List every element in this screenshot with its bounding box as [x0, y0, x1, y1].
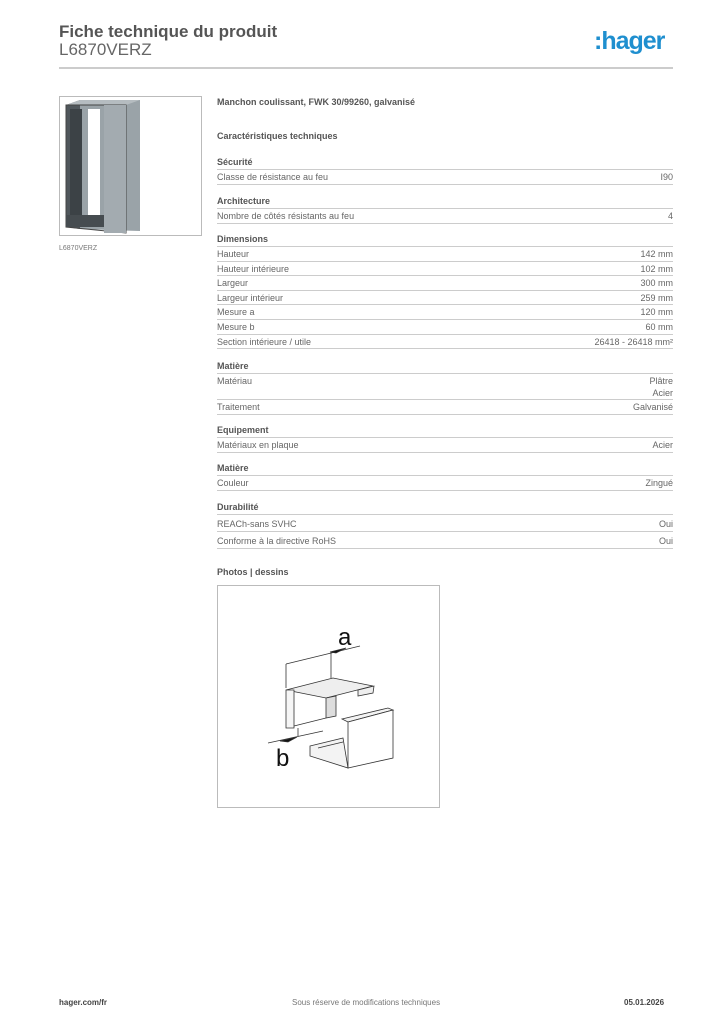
- product-code: L6870VERZ: [59, 40, 152, 59]
- spec-value: 142 mm: [640, 249, 673, 259]
- dimension-label-b: b: [276, 745, 290, 772]
- spec-label: Classe de résistance au feu: [217, 172, 329, 182]
- footer-date: 05.01.2026: [624, 998, 665, 1007]
- spec-group-title: Equipement: [217, 424, 673, 438]
- spec-group: [217, 501, 673, 549]
- spec-label: Hauteur: [217, 249, 250, 259]
- spec-row: [217, 262, 673, 277]
- spec-label: Conforme à la directive RoHS: [217, 536, 337, 546]
- page-title: Fiche technique du produit: [59, 22, 278, 41]
- spec-value: Galvanisé: [632, 402, 673, 412]
- spec-group-title: Matière: [217, 462, 673, 476]
- spec-row: [217, 320, 673, 335]
- spec-row: [217, 476, 673, 491]
- specs-title: Caractéristiques techniques: [217, 131, 338, 141]
- product-thumbnail: [59, 96, 202, 236]
- spec-label: Couleur: [217, 478, 249, 488]
- spec-label: Mesure a: [217, 307, 255, 318]
- spec-group-title: Durabilité: [217, 501, 673, 515]
- header-divider: [59, 67, 673, 69]
- spec-label: Mesure b: [217, 321, 255, 332]
- spec-group-title: Dimensions: [217, 233, 673, 247]
- spec-value: 60 mm: [645, 321, 673, 332]
- spec-row: [217, 276, 673, 291]
- spec-value: 102 mm: [640, 263, 673, 274]
- spec-row: [217, 374, 673, 400]
- spec-row: [217, 400, 673, 415]
- spec-row: [217, 291, 673, 306]
- spec-label: Nombre de côtés résistants au feu: [217, 211, 355, 221]
- technical-drawing: [217, 585, 440, 808]
- spec-row: [217, 170, 673, 185]
- spec-label: Traitement: [217, 402, 260, 412]
- spec-label: Matériaux en plaque: [217, 440, 299, 450]
- spec-label: Section intérieure / utile: [217, 336, 312, 347]
- spec-row: [217, 515, 673, 532]
- spec-value: 300 mm: [640, 278, 673, 289]
- spec-value: I90: [660, 172, 673, 182]
- spec-group: [217, 156, 673, 185]
- photos-title: Photos | dessins: [217, 567, 289, 577]
- spec-value: Plâtre Acier: [649, 376, 673, 398]
- spec-label: Matériau: [217, 376, 253, 386]
- spec-row: [217, 335, 673, 350]
- spec-label: Largeur intérieur: [217, 292, 284, 303]
- hager-logo: :hager: [594, 27, 665, 55]
- spec-row: [217, 305, 673, 320]
- spec-value: Acier: [652, 440, 673, 450]
- spec-value: 4: [667, 211, 673, 221]
- footer-notice: Sous réserve de modifications techniques: [292, 998, 441, 1007]
- spec-label: Hauteur intérieure: [217, 263, 290, 274]
- spec-group: [217, 462, 673, 491]
- spec-value: Oui: [658, 519, 673, 529]
- spec-row: [217, 209, 673, 224]
- spec-group-title: Matière: [217, 360, 673, 374]
- spec-value: 120 mm: [640, 307, 673, 318]
- footer-website[interactable]: hager.com/fr: [59, 998, 108, 1007]
- spec-row: [217, 438, 673, 453]
- spec-group-title: Sécurité: [217, 156, 673, 170]
- thumbnail-caption: L6870VERZ: [59, 245, 98, 252]
- spec-value: 259 mm: [640, 292, 673, 303]
- spec-label: REACh-sans SVHC: [217, 519, 297, 529]
- spec-value: 26418 - 26418 mm²: [594, 336, 673, 347]
- spec-row: [217, 532, 673, 549]
- spec-group-title: Architecture: [217, 195, 673, 209]
- spec-group: [217, 195, 673, 224]
- dimension-label-a: a: [338, 624, 352, 651]
- product-description: Manchon coulissant, FWK 30/99260, galvanisé: [217, 97, 416, 107]
- spec-label: Largeur: [217, 278, 249, 289]
- spec-row: [217, 247, 673, 262]
- spec-group: [217, 424, 673, 453]
- spec-value: Zingué: [645, 478, 673, 488]
- spec-value: Oui: [658, 536, 673, 546]
- spec-group: [217, 360, 673, 415]
- spec-group: [217, 233, 673, 349]
